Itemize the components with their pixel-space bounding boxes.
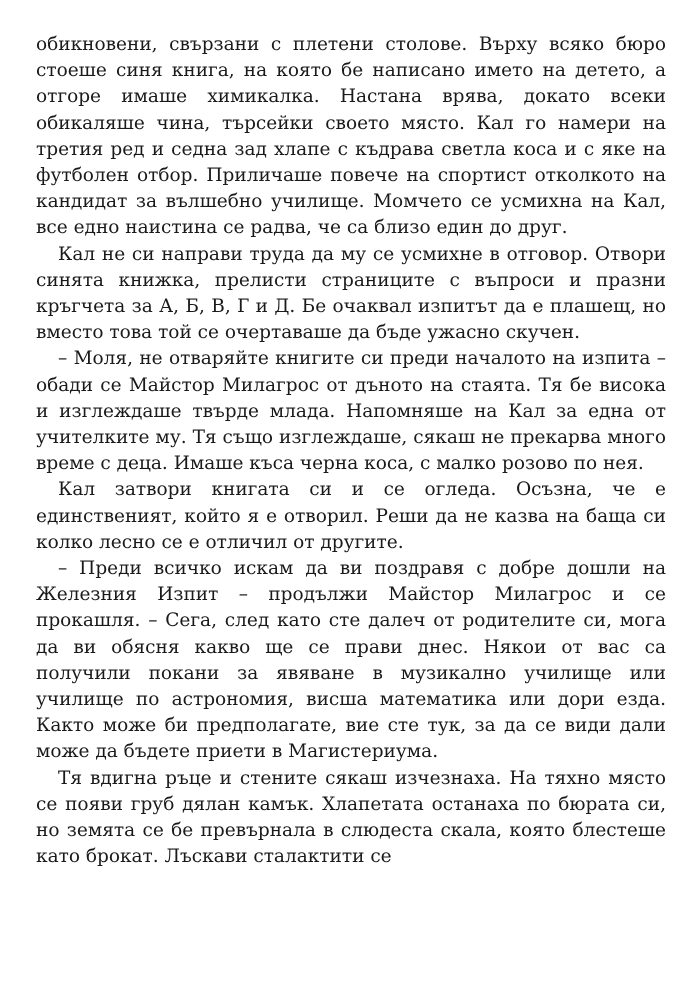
paragraph-3: – Моля, не отваряйте книгите си преди началото на изпита – обади се Майстор Милагрос от дъното на стаята. Тя бе висока и изглеждаше твърде млада. Напомняше на Кал за една от учителките му. Тя също изглеждаше, сякаш не прекарва много време с деца. Имаше къса черна коса, с малко розово по нея. [36,348,666,475]
paragraph-4: Кал затвори книгата си и се огледа. Осъзна, че е единственият, който я е отворил. Реши да не казва на баща си колко лесно се е отличил от другите. [36,479,666,553]
page-text [36,32,666,871]
paragraph-5: – Преди всичко искам да ви поздравя с добре дошли на Железния Изпит – продължи Майстор Милагрос и се прокашля. – Сега, след като сте далеч от родителите си, мога да ви обясня какво ще се прави днес. Някои от вас са получили покани за явяване в музикално училище или училище по астрономия, висша математика или дори езда. Както може би предполагате, вие сте тук, за да се види дали може да бъдете приети в Магистериума. [36,558,666,763]
paragraph-2: Кал не си направи труда да му се усмихне в отговор. Отвори синята книжка, прелисти страниците с въпроси и празни кръгчета за А, Б, В, Г и Д. Бе очаквал изпитът да е плашещ, но вместо това той се очертаваше да бъде ужасно скучен. [36,243,666,344]
paragraph-1: обикновени, свързани с плетени столове. Върху всяко бюро стоеше синя книга, на която бе написано името на детето, а отгоре имаше химикалка. Настана врява, докато всеки обикаляше чина, търсейки своето място. Кал го намери на третия ред и седна зад хлапе с къдрава светла коса и с яке на футболен отбор. Приличаше повече на спортист отколкото на кандидат за вълшебно училище. Момчето се усмихна на Кал, все едно наистина се радва, че са близо един до друг. [36,34,666,239]
paragraph-6: Тя вдигна ръце и стените сякаш изчезнаха. На тяхно място се появи груб дялан камък. Хлапетата останаха по бюрата си, но земята се бе превърнала в слюдеста скала, която блестеше като брокат. Лъскави сталактити се [36,767,666,868]
